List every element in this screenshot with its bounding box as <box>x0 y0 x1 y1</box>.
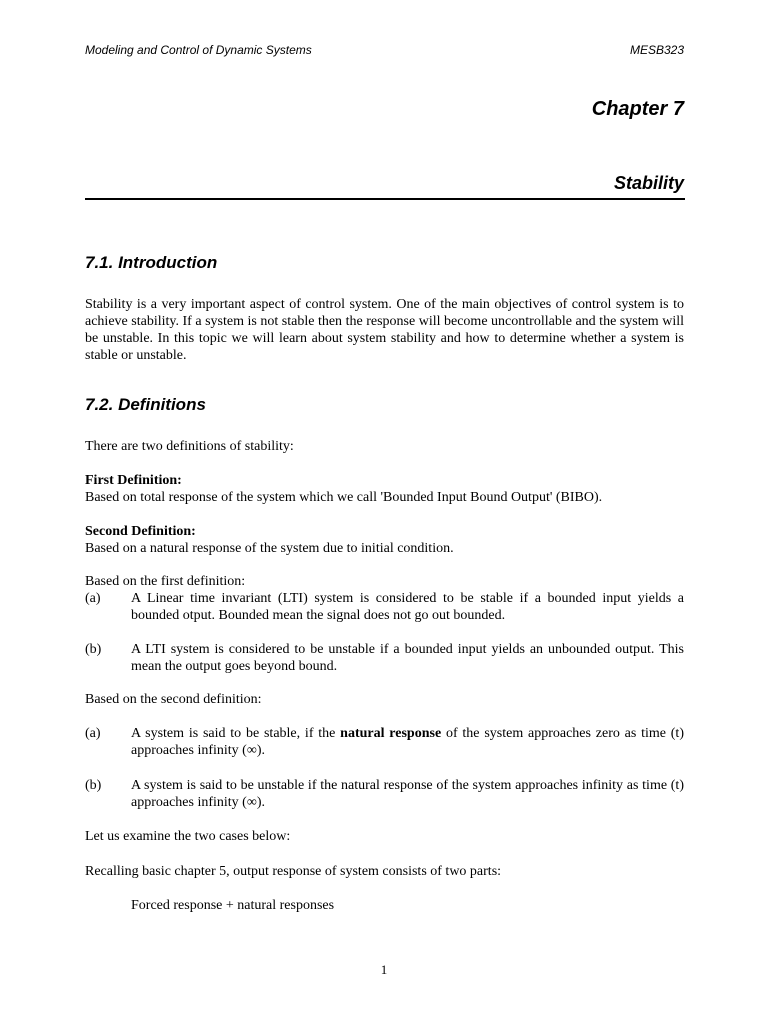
examine-cases-line: Let us examine the two cases below: <box>85 829 291 844</box>
section-heading-definitions: 7.2. Definitions <box>85 395 206 414</box>
based-on-first-label: Based on the first definition: <box>85 574 246 589</box>
list-item-label: (b) <box>85 778 102 793</box>
first-definition-title: First Definition: <box>85 473 182 488</box>
list-item-text: A LTI system is considered to be unstable if a bounded input yields an unbounded output. This mean the output goes beyond bound. <box>131 642 684 674</box>
section-heading-introduction: 7.1. Introduction <box>85 253 218 272</box>
based-on-second-label: Based on the second definition: <box>85 692 262 707</box>
chapter-title: Stability <box>613 173 684 193</box>
running-header-course-code: MESB323 <box>629 43 684 57</box>
list-item-label: (a) <box>85 726 101 741</box>
first-definition-text: Based on total response of the system which we call 'Bounded Input Bound Output' (BIBO). <box>85 490 603 505</box>
list-item-text-end: of the system approaches zero as time (t) approaches infinity (∞). <box>131 726 684 758</box>
second-definition-text: Based on a natural response of the system due to initial condition. <box>85 541 454 556</box>
list-item-label: (a) <box>85 591 101 606</box>
recall-line: Recalling basic chapter 5, output response of system consists of two parts: <box>85 864 502 879</box>
list-item-text: A Linear time invariant (LTI) system is considered to be stable if a bounded input yields a bounded otput. Bounded mean the signal does not go out bounded. <box>131 591 684 623</box>
list-item-text: A system is said to be unstable if the natural response of the system approaches infinity as time (t) approaches infinity (∞). <box>131 778 684 810</box>
introduction-paragraph: Stability is a very important aspect of control system. One of the main objectives of control system is to achieve stability. If a system is not stable then the response will become uncontrollable and the system will be unstable. In this topic we will learn about system stability and how to determine whether a system is stable or unstable. <box>85 297 684 363</box>
list-item-text <box>131 725 684 759</box>
running-header-course-title: Modeling and Control of Dynamic Systems <box>85 43 312 57</box>
page-number: 1 <box>380 962 388 977</box>
definitions-intro: There are two definitions of stability: <box>85 439 294 454</box>
title-underline <box>85 198 685 200</box>
chapter-label: Chapter 7 <box>591 98 684 120</box>
response-formula: Forced response + natural responses <box>131 898 335 913</box>
list-item-label: (b) <box>85 642 102 657</box>
second-definition-title: Second Definition: <box>85 524 196 539</box>
natural-response-emphasis: natural response <box>340 726 442 741</box>
list-item-text-start: A system is said to be stable, if the <box>131 726 341 741</box>
